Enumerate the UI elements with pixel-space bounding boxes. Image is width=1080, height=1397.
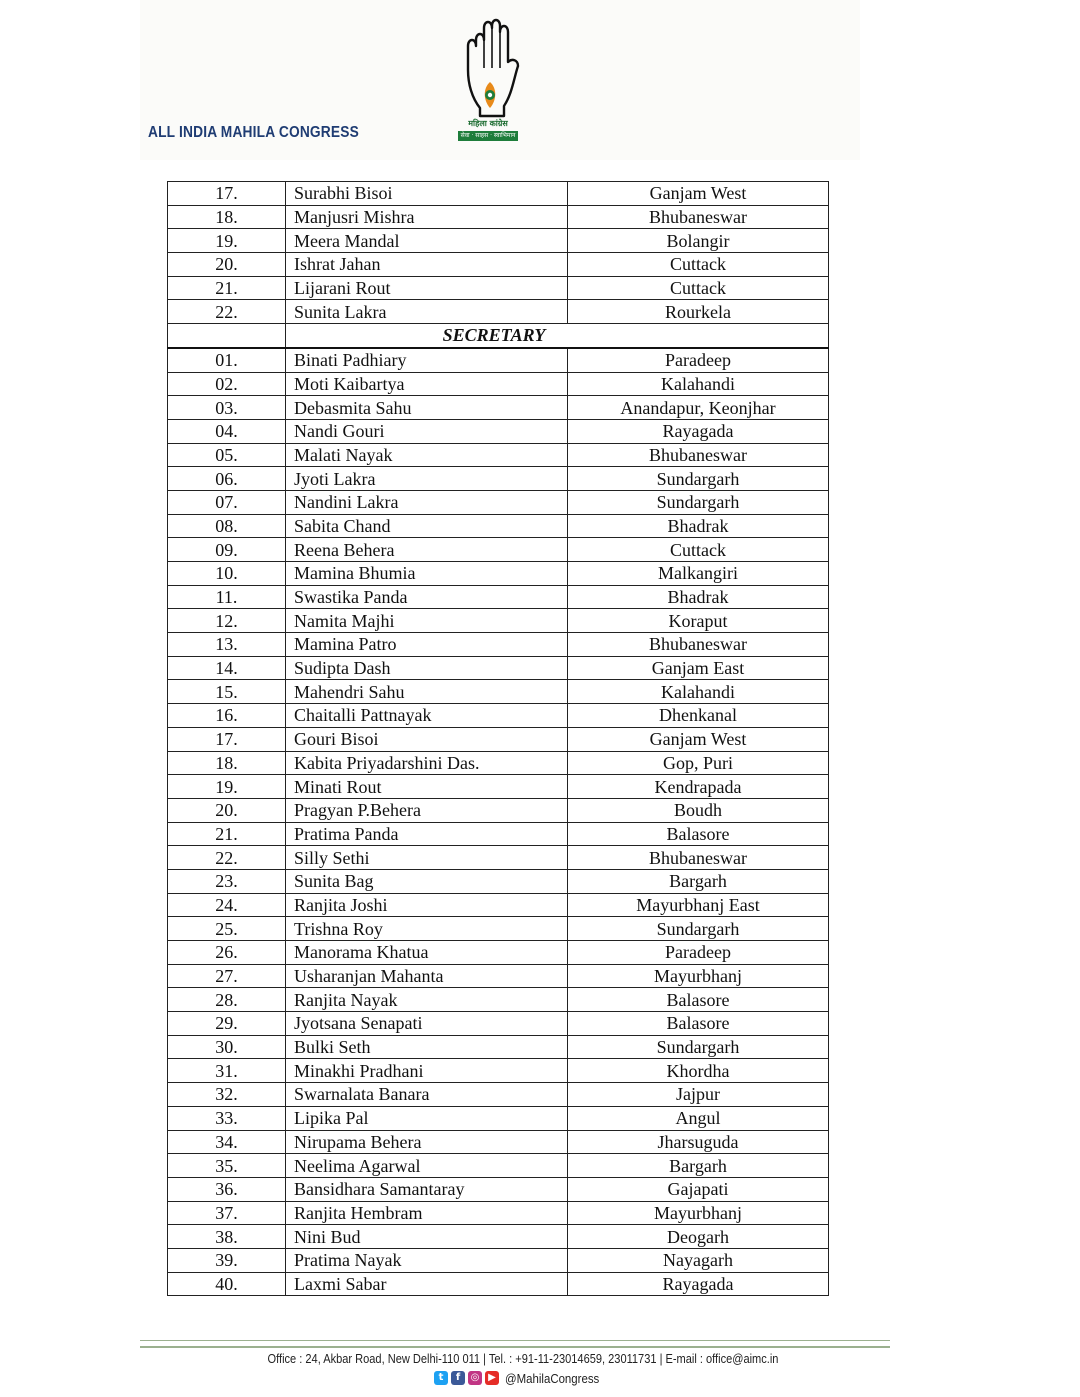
member-name-cell: Reena Behera — [286, 538, 568, 562]
serial-number-cell: 21. — [168, 822, 286, 846]
district-cell: Balasore — [568, 1012, 829, 1036]
district-cell: Bargarh — [568, 869, 829, 893]
district-cell: Kalahandi — [568, 680, 829, 704]
member-name-cell: Minakhi Pradhani — [286, 1059, 568, 1083]
serial-number-cell: 19. — [168, 775, 286, 799]
serial-number-cell: 37. — [168, 1201, 286, 1225]
table-row — [168, 941, 829, 965]
district-cell: Rayagada — [568, 419, 829, 443]
table-row — [168, 822, 829, 846]
district-cell: Sundargarh — [568, 1035, 829, 1059]
district-cell: Sundargarh — [568, 917, 829, 941]
member-name-cell: Bulki Seth — [286, 1035, 568, 1059]
table-row — [168, 751, 829, 775]
member-name-cell: Lijarani Rout — [286, 276, 568, 300]
social-handle[interactable]: @MahilaCongress — [505, 1370, 600, 1386]
district-cell: Deogarh — [568, 1225, 829, 1249]
serial-number-cell: 20. — [168, 253, 286, 277]
member-name-cell: Sunita Lakra — [286, 300, 568, 324]
district-cell: Dhenkanal — [568, 704, 829, 728]
serial-number-cell: 38. — [168, 1225, 286, 1249]
table-section-heading — [168, 324, 829, 348]
table-section-top — [168, 182, 829, 324]
logo-tagline: सेवा · साहस · स्वाभिमान — [458, 131, 518, 141]
footer-contact: Office : 24, Akbar Road, New Delhi-110 011 | Tel. : +91-11-23014659, 23011731 | E-mail : office@aimc.in — [267, 1351, 779, 1366]
serial-number-cell: 03. — [168, 396, 286, 420]
serial-number-cell: 13. — [168, 633, 286, 657]
district-cell: Cuttack — [568, 538, 829, 562]
twitter-icon[interactable]: t — [434, 1371, 448, 1385]
member-name-cell: Surabhi Bisoi — [286, 182, 568, 206]
member-name-cell: Sabita Chand — [286, 514, 568, 538]
table-row — [168, 372, 829, 396]
member-name-cell: Pratima Panda — [286, 822, 568, 846]
youtube-icon[interactable]: ▶ — [485, 1371, 499, 1385]
district-cell: Ganjam West — [568, 727, 829, 751]
table-row — [168, 1012, 829, 1036]
member-name-cell: Mahendri Sahu — [286, 680, 568, 704]
table-row — [168, 609, 829, 633]
table-row — [168, 1154, 829, 1178]
district-cell: Ganjam West — [568, 182, 829, 206]
footer-social — [434, 1369, 612, 1387]
table-row — [168, 988, 829, 1012]
table-row — [168, 1272, 829, 1296]
table-row — [168, 1130, 829, 1154]
member-name-cell: Mamina Patro — [286, 633, 568, 657]
table-row — [168, 1035, 829, 1059]
district-cell: Ganjam East — [568, 656, 829, 680]
member-name-cell: Binati Padhiary — [286, 348, 568, 372]
serial-number-cell: 22. — [168, 300, 286, 324]
table-row — [168, 727, 829, 751]
district-cell: Gajapati — [568, 1177, 829, 1201]
member-name-cell: Swarnalata Banara — [286, 1083, 568, 1107]
section-heading: SECRETARY — [286, 324, 829, 348]
table-row — [168, 964, 829, 988]
table-row — [168, 443, 829, 467]
district-cell: Mayurbhanj East — [568, 893, 829, 917]
serial-number-cell: 40. — [168, 1272, 286, 1296]
serial-number-cell: 39. — [168, 1248, 286, 1272]
district-cell: Mayurbhanj — [568, 1201, 829, 1225]
table-row — [168, 917, 829, 941]
member-name-cell: Namita Majhi — [286, 609, 568, 633]
member-name-cell: Nini Bud — [286, 1225, 568, 1249]
district-cell: Rayagada — [568, 1272, 829, 1296]
member-name-cell: Lipika Pal — [286, 1106, 568, 1130]
table-row — [168, 205, 829, 229]
table-row — [168, 585, 829, 609]
district-cell: Koraput — [568, 609, 829, 633]
district-cell: Malkangiri — [568, 562, 829, 586]
district-cell: Bhubaneswar — [568, 846, 829, 870]
district-cell: Anandapur, Keonjhar — [568, 396, 829, 420]
table-row — [168, 1225, 829, 1249]
district-cell: Cuttack — [568, 276, 829, 300]
member-name-cell: Bansidhara Samantaray — [286, 1177, 568, 1201]
table-row — [168, 490, 829, 514]
table-row — [168, 775, 829, 799]
member-name-cell: Manorama Khatua — [286, 941, 568, 965]
table-row — [168, 396, 829, 420]
serial-number-cell: 32. — [168, 1083, 286, 1107]
member-name-cell: Sudipta Dash — [286, 656, 568, 680]
serial-number-cell: 21. — [168, 276, 286, 300]
serial-number-cell: 17. — [168, 727, 286, 751]
serial-number-cell: 33. — [168, 1106, 286, 1130]
member-name-cell: Kabita Priyadarshini Das. — [286, 751, 568, 775]
district-cell: Paradeep — [568, 348, 829, 372]
member-name-cell: Nirupama Behera — [286, 1130, 568, 1154]
serial-number-cell: 11. — [168, 585, 286, 609]
instagram-icon[interactable]: ◎ — [468, 1371, 482, 1385]
district-cell: Balasore — [568, 988, 829, 1012]
serial-number-cell: 16. — [168, 704, 286, 728]
serial-number-cell: 24. — [168, 893, 286, 917]
district-cell: Mayurbhanj — [568, 964, 829, 988]
serial-number-cell: 15. — [168, 680, 286, 704]
table-row — [168, 1201, 829, 1225]
member-name-cell: Malati Nayak — [286, 443, 568, 467]
table-row — [168, 300, 829, 324]
member-name-cell: Nandini Lakra — [286, 490, 568, 514]
district-cell: Angul — [568, 1106, 829, 1130]
member-name-cell: Moti Kaibartya — [286, 372, 568, 396]
member-name-cell: Neelima Agarwal — [286, 1154, 568, 1178]
district-cell: Balasore — [568, 822, 829, 846]
serial-number-cell: 35. — [168, 1154, 286, 1178]
serial-number-cell: 18. — [168, 751, 286, 775]
district-cell: Kalahandi — [568, 372, 829, 396]
serial-number-cell: 31. — [168, 1059, 286, 1083]
serial-number-cell: 09. — [168, 538, 286, 562]
district-cell: Bhubaneswar — [568, 633, 829, 657]
table-row — [168, 1248, 829, 1272]
district-cell: Bhubaneswar — [568, 205, 829, 229]
table-row — [168, 182, 829, 206]
member-name-cell: Ishrat Jahan — [286, 253, 568, 277]
serial-number-cell: 36. — [168, 1177, 286, 1201]
member-name-cell: Ranjita Hembram — [286, 1201, 568, 1225]
district-cell: Jharsuguda — [568, 1130, 829, 1154]
table-row — [168, 276, 829, 300]
section-heading-blank-cell — [168, 324, 286, 348]
member-name-cell: Ranjita Nayak — [286, 988, 568, 1012]
table-row — [168, 229, 829, 253]
logo-caption: महिला कांग्रेस — [468, 119, 508, 128]
table-row — [168, 846, 829, 870]
facebook-icon[interactable]: f — [451, 1371, 465, 1385]
serial-number-cell: 26. — [168, 941, 286, 965]
serial-number-cell: 06. — [168, 467, 286, 491]
serial-number-cell: 01. — [168, 348, 286, 372]
serial-number-cell: 18. — [168, 205, 286, 229]
district-cell: Bhubaneswar — [568, 443, 829, 467]
serial-number-cell: 19. — [168, 229, 286, 253]
district-cell: Sundargarh — [568, 467, 829, 491]
district-cell: Paradeep — [568, 941, 829, 965]
member-name-cell: Sunita Bag — [286, 869, 568, 893]
table-row — [168, 680, 829, 704]
table-row — [168, 562, 829, 586]
district-cell: Nayagarh — [568, 1248, 829, 1272]
serial-number-cell: 28. — [168, 988, 286, 1012]
district-cell: Bhadrak — [568, 585, 829, 609]
district-cell: Bolangir — [568, 229, 829, 253]
serial-number-cell: 30. — [168, 1035, 286, 1059]
table-row — [168, 704, 829, 728]
district-cell: Gop, Puri — [568, 751, 829, 775]
table-row — [168, 419, 829, 443]
table-row — [168, 514, 829, 538]
serial-number-cell: 22. — [168, 846, 286, 870]
serial-number-cell: 05. — [168, 443, 286, 467]
member-name-cell: Gouri Bisoi — [286, 727, 568, 751]
member-name-cell: Ranjita Joshi — [286, 893, 568, 917]
serial-number-cell: 17. — [168, 182, 286, 206]
district-cell: Bargarh — [568, 1154, 829, 1178]
member-name-cell: Pratima Nayak — [286, 1248, 568, 1272]
member-name-cell: Chaitalli Pattnayak — [286, 704, 568, 728]
member-name-cell: Jyoti Lakra — [286, 467, 568, 491]
table-row — [168, 798, 829, 822]
table-row — [168, 538, 829, 562]
member-name-cell: Jyotsana Senapati — [286, 1012, 568, 1036]
district-cell: Khordha — [568, 1059, 829, 1083]
district-cell: Jajpur — [568, 1083, 829, 1107]
serial-number-cell: 29. — [168, 1012, 286, 1036]
serial-number-cell: 25. — [168, 917, 286, 941]
serial-number-cell: 27. — [168, 964, 286, 988]
serial-number-cell: 04. — [168, 419, 286, 443]
org-name: ALL INDIA MAHILA CONGRESS — [148, 124, 359, 141]
member-name-cell: Trishna Roy — [286, 917, 568, 941]
table-row — [168, 253, 829, 277]
serial-number-cell: 34. — [168, 1130, 286, 1154]
member-name-cell: Minati Rout — [286, 775, 568, 799]
table-row — [168, 1059, 829, 1083]
serial-number-cell: 20. — [168, 798, 286, 822]
serial-number-cell: 07. — [168, 490, 286, 514]
table-row — [168, 348, 829, 372]
district-cell: Cuttack — [568, 253, 829, 277]
serial-number-cell: 12. — [168, 609, 286, 633]
table-row — [168, 1177, 829, 1201]
table-row — [168, 656, 829, 680]
member-name-cell: Usharanjan Mahanta — [286, 964, 568, 988]
office-bearers-table — [167, 181, 829, 1296]
serial-number-cell: 10. — [168, 562, 286, 586]
member-name-cell: Mamina Bhumia — [286, 562, 568, 586]
member-name-cell: Meera Mandal — [286, 229, 568, 253]
member-name-cell: Laxmi Sabar — [286, 1272, 568, 1296]
district-cell: Bhadrak — [568, 514, 829, 538]
table-row — [168, 869, 829, 893]
district-cell: Kendrapada — [568, 775, 829, 799]
member-name-cell: Swastika Panda — [286, 585, 568, 609]
serial-number-cell: 14. — [168, 656, 286, 680]
district-cell: Sundargarh — [568, 490, 829, 514]
member-name-cell: Manjusri Mishra — [286, 205, 568, 229]
member-name-cell: Silly Sethi — [286, 846, 568, 870]
table-row — [168, 1106, 829, 1130]
member-name-cell: Debasmita Sahu — [286, 396, 568, 420]
district-cell: Rourkela — [568, 300, 829, 324]
table-row — [168, 633, 829, 657]
footer-divider — [140, 1340, 890, 1348]
section-heading-row — [168, 324, 829, 348]
table-row — [168, 1083, 829, 1107]
table-section-secretary — [168, 348, 829, 1296]
member-name-cell: Pragyan P.Behera — [286, 798, 568, 822]
member-name-cell: Nandi Gouri — [286, 419, 568, 443]
serial-number-cell: 02. — [168, 372, 286, 396]
table-row — [168, 467, 829, 491]
table-row — [168, 893, 829, 917]
serial-number-cell: 23. — [168, 869, 286, 893]
district-cell: Boudh — [568, 798, 829, 822]
serial-number-cell: 08. — [168, 514, 286, 538]
